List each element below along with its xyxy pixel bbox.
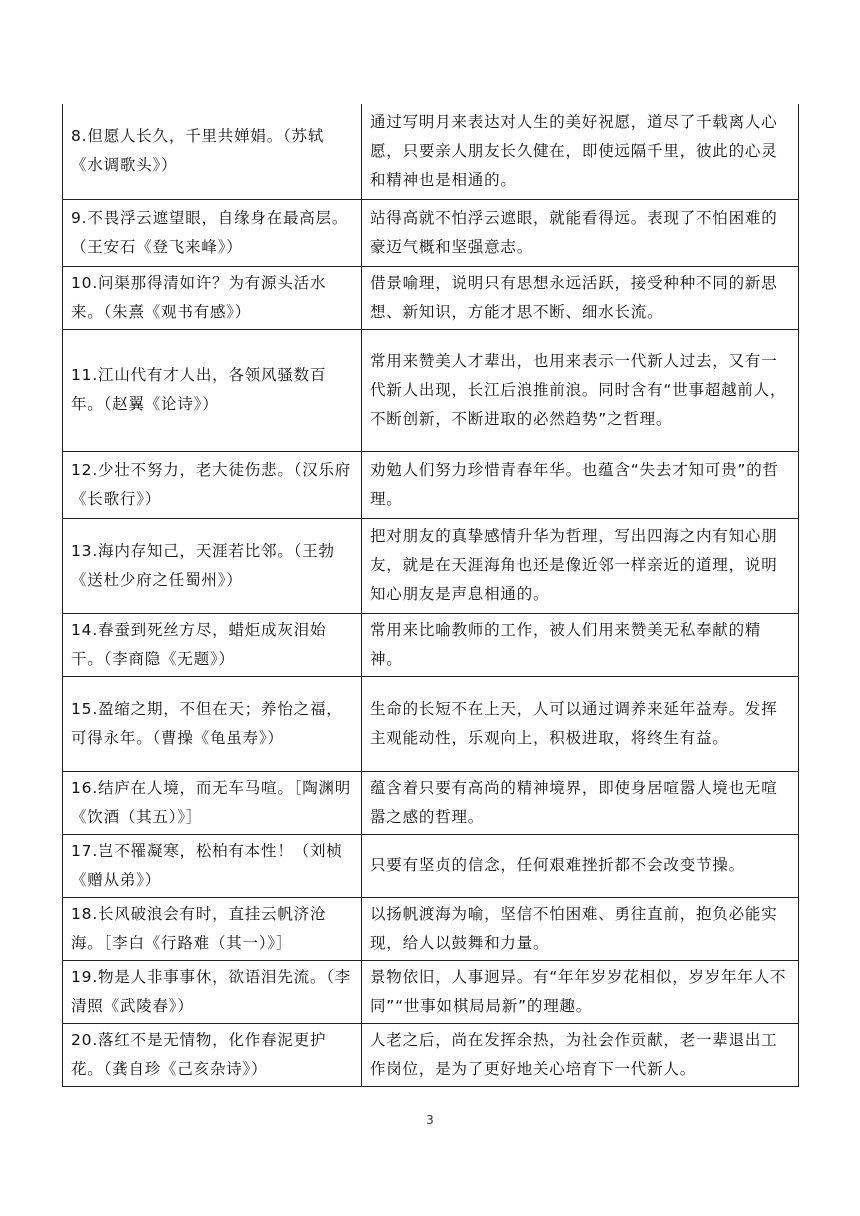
table-row [63, 1023, 799, 1086]
table-row [63, 199, 799, 266]
table-row [63, 329, 799, 451]
meaning-cell: 景物依旧，人事迥异。有“年年岁岁花相似，岁岁年年人不同”“世事如棋局局新”的理趣。 [362, 960, 799, 1023]
verse-cell: 20.落红不是无情物，化作春泥更护花。（龚自珍《己亥杂诗》） [63, 1023, 362, 1086]
verse-cell: 15.盈缩之期，不但在天；养怡之福，可得永年。（曹操《龟虽寿》） [63, 676, 362, 771]
table-row [63, 104, 799, 199]
page-number: 3 [426, 1113, 434, 1127]
table-row [63, 266, 799, 329]
verse-cell: 16.结庐在人境，而无车马喧。［陶渊明《饮酒（其五）》］ [63, 771, 362, 834]
verse-cell: 9.不畏浮云遮望眼，自缘身在最高层。（王安石《登飞来峰》） [63, 199, 362, 266]
table-row [63, 518, 799, 613]
meaning-cell: 常用来赞美人才辈出，也用来表示一代新人过去，又有一代新人出现，长江后浪推前浪。同时含有“世事超越前人，不断创新，不断进取的必然趋势”之哲理。 [362, 329, 799, 451]
table-row [63, 451, 799, 518]
verse-cell: 12.少壮不努力，老大徒伤悲。（汉乐府《长歌行》） [63, 451, 362, 518]
verse-cell: 10.问渠那得清如许？为有源头活水来。（朱熹《观书有感》） [63, 266, 362, 329]
poetry-table [62, 104, 799, 1087]
verse-cell: 11.江山代有才人出，各领风骚数百年。（赵翼《论诗》） [63, 329, 362, 451]
meaning-cell: 生命的长短不在上天，人可以通过调养来延年益寿。发挥主观能动性，乐观向上，积极进取，将终生有益。 [362, 676, 799, 771]
table-row [63, 771, 799, 834]
table-row [63, 897, 799, 960]
table-row [63, 676, 799, 771]
meaning-cell: 以扬帆渡海为喻，坚信不怕困难、勇往直前，抱负必能实现，给人以鼓舞和力量。 [362, 897, 799, 960]
meaning-cell: 只要有坚贞的信念，任何艰难挫折都不会改变节操。 [362, 834, 799, 897]
table-row [63, 960, 799, 1023]
meaning-cell: 借景喻理，说明只有思想永远活跃，接受种种不同的新思想、新知识，方能才思不断、细水长流。 [362, 266, 799, 329]
meaning-cell: 把对朋友的真挚感情升华为哲理，写出四海之内有知心朋友，就是在天涯海角也还是像近邻一样亲近的道理，说明知心朋友是声息相通的。 [362, 518, 799, 613]
verse-cell: 18.长风破浪会有时，直挂云帆济沧海。［李白《行路难（其一）》］ [63, 897, 362, 960]
verse-cell: 13.海内存知己，天涯若比邻。（王勃《送杜少府之任蜀州》） [63, 518, 362, 613]
table-row [63, 613, 799, 676]
meaning-cell: 劝勉人们努力珍惜青春年华。也蕴含“失去才知可贵”的哲理。 [362, 451, 799, 518]
table-row [63, 834, 799, 897]
meaning-cell: 人老之后，尚在发挥余热，为社会作贡献，老一辈退出工作岗位，是为了更好地关心培育下一代新人。 [362, 1023, 799, 1086]
verse-cell: 17.岂不罹凝寒，松柏有本性！（刘桢《赠从弟》） [63, 834, 362, 897]
meaning-cell: 通过写明月来表达对人生的美好祝愿，道尽了千载离人心愿，只要亲人朋友长久健在，即使远隔千里，彼此的心灵和精神也是相通的。 [362, 104, 799, 199]
meaning-cell: 站得高就不怕浮云遮眼，就能看得远。表现了不怕困难的豪迈气概和坚强意志。 [362, 199, 799, 266]
meaning-cell: 蕴含着只要有高尚的精神境界，即使身居喧嚣人境也无喧嚣之感的哲理。 [362, 771, 799, 834]
verse-cell: 19.物是人非事事休，欲语泪先流。（李清照《武陵春》） [63, 960, 362, 1023]
verse-cell: 14.春蚕到死丝方尽，蜡炬成灰泪始干。（李商隐《无题》） [63, 613, 362, 676]
verse-cell: 8.但愿人长久，千里共婵娟。（苏轼《水调歌头》） [63, 104, 362, 199]
meaning-cell: 常用来比喻教师的工作，被人们用来赞美无私奉献的精神。 [362, 613, 799, 676]
